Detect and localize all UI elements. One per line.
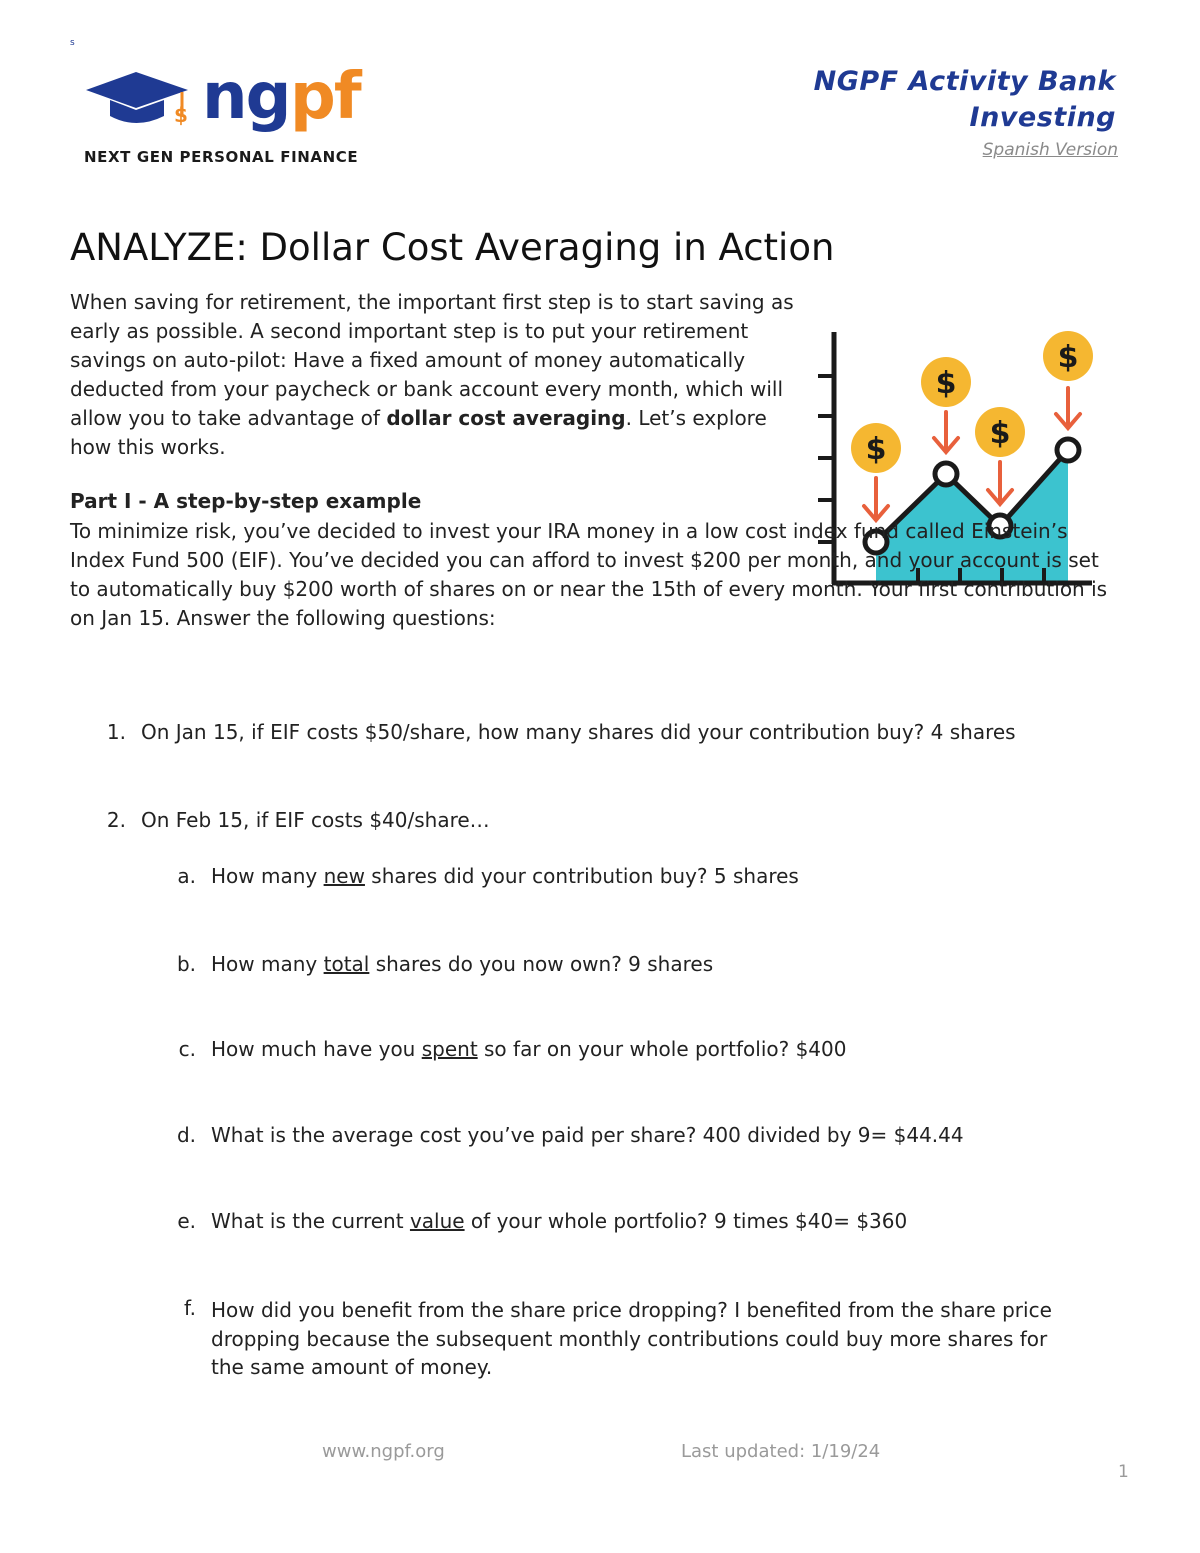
question-number: 2. bbox=[106, 808, 126, 832]
intro-bold-term: dollar cost averaging bbox=[386, 405, 626, 430]
page-number: 1 bbox=[1118, 1462, 1129, 1482]
subquestion-letter: c. bbox=[178, 1037, 196, 1061]
subquestion-text: How much have you spent so far on your whole portfolio? $400 bbox=[211, 1037, 847, 1061]
coin-symbol: $ bbox=[989, 416, 1011, 451]
coin-symbol: $ bbox=[935, 366, 957, 401]
svg-text:ng: ng bbox=[202, 60, 290, 134]
intro-text-end: . Let’s explore how this works. bbox=[70, 405, 767, 459]
intro-text: When saving for retirement, the important first step is to start saving as early as possible. A second important step is to put your retirement savings on auto-pilot: Have a fixed amount of money automatically deducted from your paycheck or bank account every month, which will allow you to take advantage of bbox=[70, 290, 794, 430]
svg-text:$: $ bbox=[174, 103, 188, 127]
underlined-term: total bbox=[323, 952, 370, 976]
part-1-paragraph bbox=[70, 517, 1110, 633]
question-number: 1. bbox=[106, 720, 126, 744]
subquestion-letter: e. bbox=[177, 1209, 196, 1233]
subquestion-text: What is the current value of your whole portfolio? 9 times $40= $360 bbox=[211, 1209, 908, 1233]
page-title: ANALYZE: Dollar Cost Averaging in Action bbox=[70, 226, 835, 269]
question-text: On Jan 15, if EIF costs $50/share, how many shares did your contribution buy? 4 shares bbox=[141, 720, 1016, 744]
underlined-term: spent bbox=[421, 1037, 478, 1061]
footer-updated: Last updated: 1/19/24 bbox=[681, 1441, 881, 1462]
intro-paragraph bbox=[70, 288, 800, 461]
svg-text:pf: pf bbox=[290, 60, 360, 134]
part-1-text: To minimize risk, you’ve decided to invest your IRA money in a low cost index fund called Einstein’s Index Fund 500 (EIF). You’ve decided you can afford to invest $200 per month, and your account is set to automatically buy $200 worth of shares on or near the 15th of every month. Your first contribution is on Jan 15. Answer the following questions: bbox=[70, 519, 1108, 630]
underlined-term: new bbox=[323, 864, 365, 888]
question-text: On Feb 15, if EIF costs $40/share… bbox=[141, 808, 490, 832]
subquestion-letter: a. bbox=[177, 864, 196, 888]
topic-title: Investing bbox=[969, 102, 1116, 133]
activity-bank-title: NGPF Activity Bank bbox=[813, 66, 1116, 97]
part-1-heading: Part I - A step-by-step example bbox=[70, 489, 422, 513]
subquestion-text: How did you benefit from the share price dropping? I benefited from the share price dropping because the subsequent monthly contributions could buy more shares for the same amount of money. bbox=[211, 1298, 1052, 1379]
logo-tagline: NEXT GEN PERSONAL FINANCE bbox=[84, 148, 359, 166]
ngpf-logo[interactable] bbox=[84, 60, 384, 170]
subquestion-text: How many total shares do you now own? 9 shares bbox=[211, 952, 714, 976]
spanish-version-link[interactable]: Spanish Version bbox=[982, 140, 1118, 160]
subquestion-letter: b. bbox=[176, 952, 196, 976]
subquestion-letter: f. bbox=[184, 1296, 196, 1320]
subquestion-text: How many new shares did your contribution buy? 5 shares bbox=[211, 864, 799, 888]
coin-symbol: $ bbox=[1057, 340, 1079, 375]
footer-url[interactable]: www.ngpf.org bbox=[322, 1441, 445, 1462]
graduation-cap-icon bbox=[84, 60, 384, 150]
subquestion-letter: d. bbox=[176, 1123, 196, 1147]
subquestion-text: What is the average cost you’ve paid per share? 400 divided by 9= $44.44 bbox=[211, 1123, 964, 1147]
coin-symbol: $ bbox=[865, 432, 887, 467]
underlined-term: value bbox=[409, 1209, 465, 1233]
header-mark: s bbox=[70, 38, 75, 48]
